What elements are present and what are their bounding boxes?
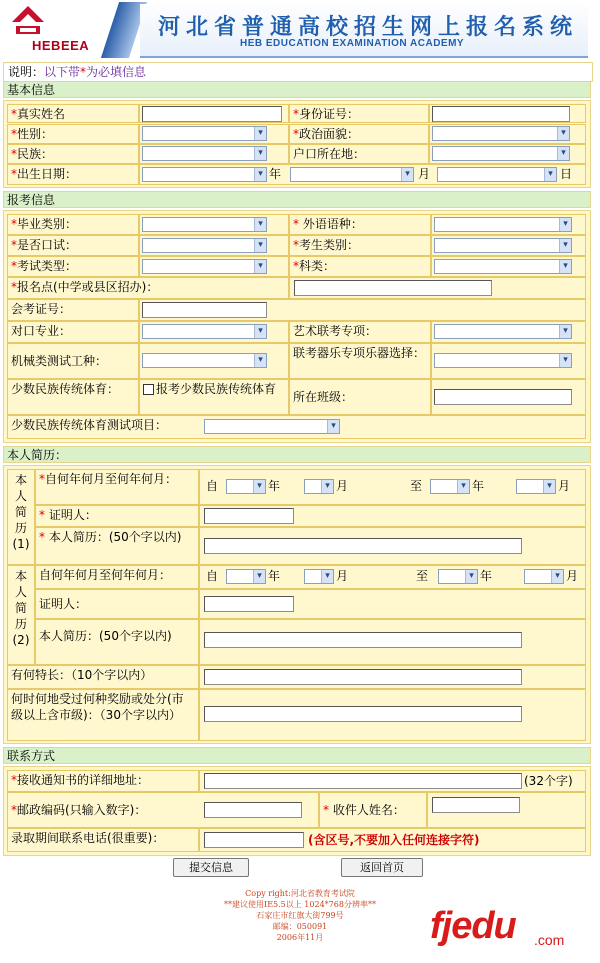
grad-type-label-cell: *毕业类别： [7, 214, 139, 235]
note-text-a: 以下带 [44, 65, 81, 79]
subject-label-cell: *科类： [289, 256, 431, 277]
reg-point-input[interactable] [294, 280, 492, 296]
birth-day-unit: 日 [560, 167, 573, 181]
specialty-input-cell [199, 665, 586, 689]
name-input[interactable] [142, 106, 282, 122]
period2-to-month-unit: 月 [566, 569, 579, 583]
section-exam-info: 报考信息 [3, 191, 591, 208]
period1-to: 至 [410, 479, 423, 493]
mech-test-label-cell [7, 343, 139, 379]
exam-type-select-cell [139, 256, 289, 277]
gender-select[interactable] [142, 126, 267, 141]
period1-from: 自 [206, 479, 219, 493]
birth-label: 出生日期： [17, 167, 78, 181]
ethnic-select[interactable] [142, 146, 267, 161]
dk-major-select[interactable] [142, 324, 267, 339]
period1-from-month-unit: 月 [336, 479, 349, 493]
art-exam-select-cell [431, 321, 586, 343]
section-contact: 联系方式 [3, 747, 591, 764]
dk-major-label-cell [7, 321, 139, 343]
art-exam-label-cell [289, 321, 431, 343]
art-exam-select[interactable] [434, 324, 572, 339]
gender-select-cell [139, 124, 289, 144]
grad-type-select[interactable] [142, 217, 267, 232]
site-title: 河北省普通高校招生网上报名系统 [158, 14, 579, 40]
footer [150, 888, 450, 943]
idcard-input[interactable] [432, 106, 570, 122]
phone-input-cell [199, 828, 586, 852]
note-star: * [80, 65, 87, 79]
site-subtitle: HEB EDUCATION EXAMINATION ACADEMY [240, 38, 465, 49]
hk-cert-input[interactable] [142, 302, 267, 318]
period1-to-month-unit: 月 [558, 479, 571, 493]
period2-to: 至 [416, 569, 429, 583]
section-resume: 本人简历： [3, 446, 591, 463]
ethnic-select-cell [139, 144, 289, 164]
zipcode-label-cell: *邮政编码(只输入数字)： [7, 792, 319, 828]
art-exam-label: 艺术联考专项： [293, 324, 378, 338]
note-prefix: 说明： [8, 65, 45, 79]
class-input[interactable] [434, 389, 572, 405]
oral-test-label-cell: *是否口试： [7, 235, 139, 256]
ethnic-label: 民族： [17, 147, 54, 161]
period2-to-year-unit: 年 [480, 569, 493, 583]
footer-zipcode: 邮编：050091 [272, 922, 328, 931]
recipient-input[interactable] [432, 797, 520, 813]
hukou-select[interactable] [432, 146, 570, 161]
politics-label-cell: *政治面貌： [289, 124, 429, 144]
name-input-cell [139, 104, 289, 123]
period2-to-month-select[interactable] [524, 569, 564, 584]
hukou-label: 户口所在地： [293, 147, 366, 161]
footer-address: 石家庄市红旗大街799号 [256, 911, 344, 920]
watermark-suffix: .com [534, 932, 565, 948]
witness1-label-cell: * 证明人： [35, 505, 199, 527]
desc1-label-cell: * 本人简历：(50个字以内) [35, 527, 199, 565]
politics-label: 政治面貌： [299, 127, 360, 141]
music-instr-label: 联考器乐专项乐器选择： [293, 346, 426, 360]
address-label: 接收通知书的详细地址： [17, 773, 150, 787]
required-note [3, 62, 593, 82]
period2-to-year-select[interactable] [438, 569, 478, 584]
witness2-label-cell [35, 589, 199, 619]
hukou-select-cell [429, 144, 586, 164]
hukou-label-cell [289, 144, 429, 164]
oral-test-select[interactable] [142, 238, 267, 253]
reg-point-label: 报名点(中学或县区招办)： [17, 280, 159, 294]
logo [2, 2, 120, 56]
hk-cert-label-cell [7, 299, 139, 321]
period2-label-cell [35, 565, 199, 589]
witness2-input[interactable] [204, 596, 294, 612]
section-basic-info: 基本信息 [3, 81, 591, 98]
specialty-label: 有何特长：（10个字以内） [11, 668, 153, 682]
oral-test-label: 是否口试： [17, 238, 78, 252]
period1-label: 自何年何月至何年何月： [45, 472, 178, 486]
minority-checkbox[interactable] [143, 384, 154, 395]
idcard-input-cell [429, 104, 586, 123]
period1-from-year-select[interactable] [226, 479, 266, 494]
period2-from-month-select[interactable] [304, 569, 334, 584]
mech-test-select[interactable] [142, 353, 267, 368]
note-text-b: 为必填信息 [86, 65, 147, 79]
exam-type-label-cell: *考试类型： [7, 256, 139, 277]
foreign-lang-label: 外语语种： [299, 217, 363, 231]
witness1-input[interactable] [204, 508, 294, 524]
minority-sports-label-cell [7, 379, 139, 415]
subject-select-cell [431, 256, 586, 277]
grad-type-select-cell [139, 214, 289, 235]
minority-test-item-cell [7, 415, 586, 439]
period1-from-month-select[interactable] [304, 479, 334, 494]
logo-mark-icon [8, 4, 50, 40]
address-input-cell [199, 770, 586, 792]
period2-label: 自何年何月至何年何月： [39, 568, 172, 582]
resume1-side-cell [7, 469, 35, 565]
mech-test-select-cell [139, 343, 289, 379]
desc2-input-cell [199, 619, 586, 665]
hk-cert-input-cell [139, 299, 586, 321]
awards-label-cell [7, 689, 199, 741]
subject-select[interactable] [434, 259, 572, 274]
subject-label: 科类： [299, 259, 336, 273]
footer-copyright: Copy right:河北省教育考试院 [245, 889, 355, 898]
period2-select-cell [199, 565, 586, 589]
period2-from-month-unit: 月 [336, 569, 349, 583]
birth-month-select[interactable] [290, 167, 414, 182]
minority-test-item-label: 少数民族传统体育测试项目： [11, 418, 168, 432]
birth-year-select[interactable] [142, 167, 267, 182]
foreign-lang-label-cell: * 外语语种： [289, 214, 431, 235]
name-label-cell: *真实姓名 [7, 104, 139, 123]
recipient-label-cell: * 收件人姓名： [319, 792, 427, 828]
birth-day-select[interactable] [437, 167, 557, 182]
name-label: 真实姓名 [17, 107, 66, 121]
specialty-label-cell [7, 665, 199, 689]
birth-year-unit: 年 [269, 167, 282, 181]
idcard-label: 身份证号： [299, 107, 360, 121]
recipient-input-cell [427, 792, 586, 828]
resume2-side-cell [7, 565, 35, 665]
period1-label-cell: *自何年何月至何年何月： [35, 469, 199, 505]
phone-hint: (含区号,不要加入任何连接字符) [308, 833, 480, 847]
desc1-input[interactable] [204, 538, 522, 554]
dk-major-select-cell [139, 321, 289, 343]
witness1-input-cell [199, 505, 586, 527]
politics-select[interactable] [432, 126, 570, 141]
minority-check-cell [139, 379, 289, 415]
desc2-label-cell [35, 619, 199, 665]
resume1-side-label: 本人简历(1) [12, 473, 30, 551]
phone-input[interactable] [204, 832, 304, 848]
gender-label-cell: *性别： [7, 124, 139, 144]
idcard-label-cell: *身份证号： [289, 104, 429, 123]
address-hint: (32个字) [524, 774, 573, 788]
witness2-input-cell [199, 589, 586, 619]
address-input[interactable] [204, 773, 522, 789]
exam-type-select[interactable] [142, 259, 267, 274]
specialty-input[interactable] [204, 669, 522, 685]
zipcode-label: 邮政编码(只输入数字)： [17, 803, 147, 817]
resume2-side-label: 本人简历(2) [12, 569, 30, 647]
oral-test-select-cell [139, 235, 289, 256]
minority-sports-label: 少数民族传统体育： [11, 382, 120, 396]
student-type-label-cell: *考生类别： [289, 235, 431, 256]
recipient-label: 收件人姓名： [329, 803, 405, 817]
birth-month-unit: 月 [418, 167, 431, 181]
logo-text: HEBEEA [32, 38, 90, 53]
music-instr-label-cell [289, 343, 431, 379]
student-type-select[interactable] [434, 238, 572, 253]
exam-info-panel [3, 210, 591, 443]
awards-input[interactable] [204, 706, 522, 722]
submit-button[interactable]: 提交信息 [173, 858, 249, 877]
class-input-cell [431, 379, 586, 415]
period1-to-month-select[interactable] [516, 479, 556, 494]
phone-label: 录取期间联系电话(很重要)： [11, 831, 165, 845]
footer-browser-hint: **建议使用IE5.5以上 1024*768分辨率** [224, 900, 376, 909]
resume-panel [3, 465, 591, 744]
class-label-cell [289, 379, 431, 415]
period2-from-year-select[interactable] [226, 569, 266, 584]
music-instr-select-cell [431, 343, 586, 379]
ethnic-label-cell: *民族： [7, 144, 139, 164]
footer-date: 2006年11月 [276, 933, 324, 942]
watermark-logo: fjedu [430, 905, 516, 947]
witness2-label: 证明人： [39, 597, 88, 611]
page-header [0, 0, 600, 60]
basic-info-panel [3, 100, 591, 188]
header-title-area [140, 4, 588, 58]
contact-panel [3, 766, 591, 856]
period2-from: 自 [206, 569, 219, 583]
period1-to-year-select[interactable] [430, 479, 470, 494]
home-button[interactable]: 返回首页 [341, 858, 423, 877]
mech-test-label: 机械类测试工种： [11, 354, 108, 368]
exam-type-label: 考试类型： [17, 259, 78, 273]
phone-label-cell [7, 828, 199, 852]
minority-check-label: 报考少数民族传统体育 [156, 382, 277, 396]
reg-point-input-cell [289, 277, 586, 299]
zipcode-input[interactable] [204, 802, 302, 818]
birth-label-cell: *出生日期： [7, 164, 139, 185]
awards-label: 何时何地受过何种奖励或处分(市级以上含市级)：（30个字以内） [11, 692, 184, 722]
address-label-cell: *接收通知书的详细地址： [7, 770, 199, 792]
foreign-lang-select[interactable] [434, 217, 572, 232]
music-instr-select[interactable] [434, 353, 572, 368]
period2-from-year-unit: 年 [268, 569, 281, 583]
birth-select-cell [139, 164, 586, 185]
desc2-label: 本人简历：(50个字以内) [39, 629, 172, 643]
class-label: 所在班级： [293, 390, 354, 404]
period1-select-cell [199, 469, 586, 505]
student-type-label: 考生类别： [299, 238, 360, 252]
witness1-label: 证明人： [45, 508, 97, 522]
gender-label: 性别： [17, 127, 54, 141]
hk-cert-label: 会考证号： [11, 302, 72, 316]
period1-from-year-unit: 年 [268, 479, 281, 493]
politics-select-cell [429, 124, 586, 144]
period1-to-year-unit: 年 [472, 479, 485, 493]
student-type-select-cell [431, 235, 586, 256]
dk-major-label: 对口专业： [11, 324, 72, 338]
reg-point-label-cell: *报名点(中学或县区招办)： [7, 277, 289, 299]
foreign-lang-select-cell [431, 214, 586, 235]
grad-type-label: 毕业类别： [17, 217, 78, 231]
desc1-input-cell [199, 527, 586, 565]
desc1-label: 本人简历：(50个字以内) [45, 530, 182, 544]
minority-test-item-select[interactable] [204, 419, 340, 434]
desc2-input[interactable] [204, 632, 522, 648]
awards-input-cell [199, 689, 586, 741]
